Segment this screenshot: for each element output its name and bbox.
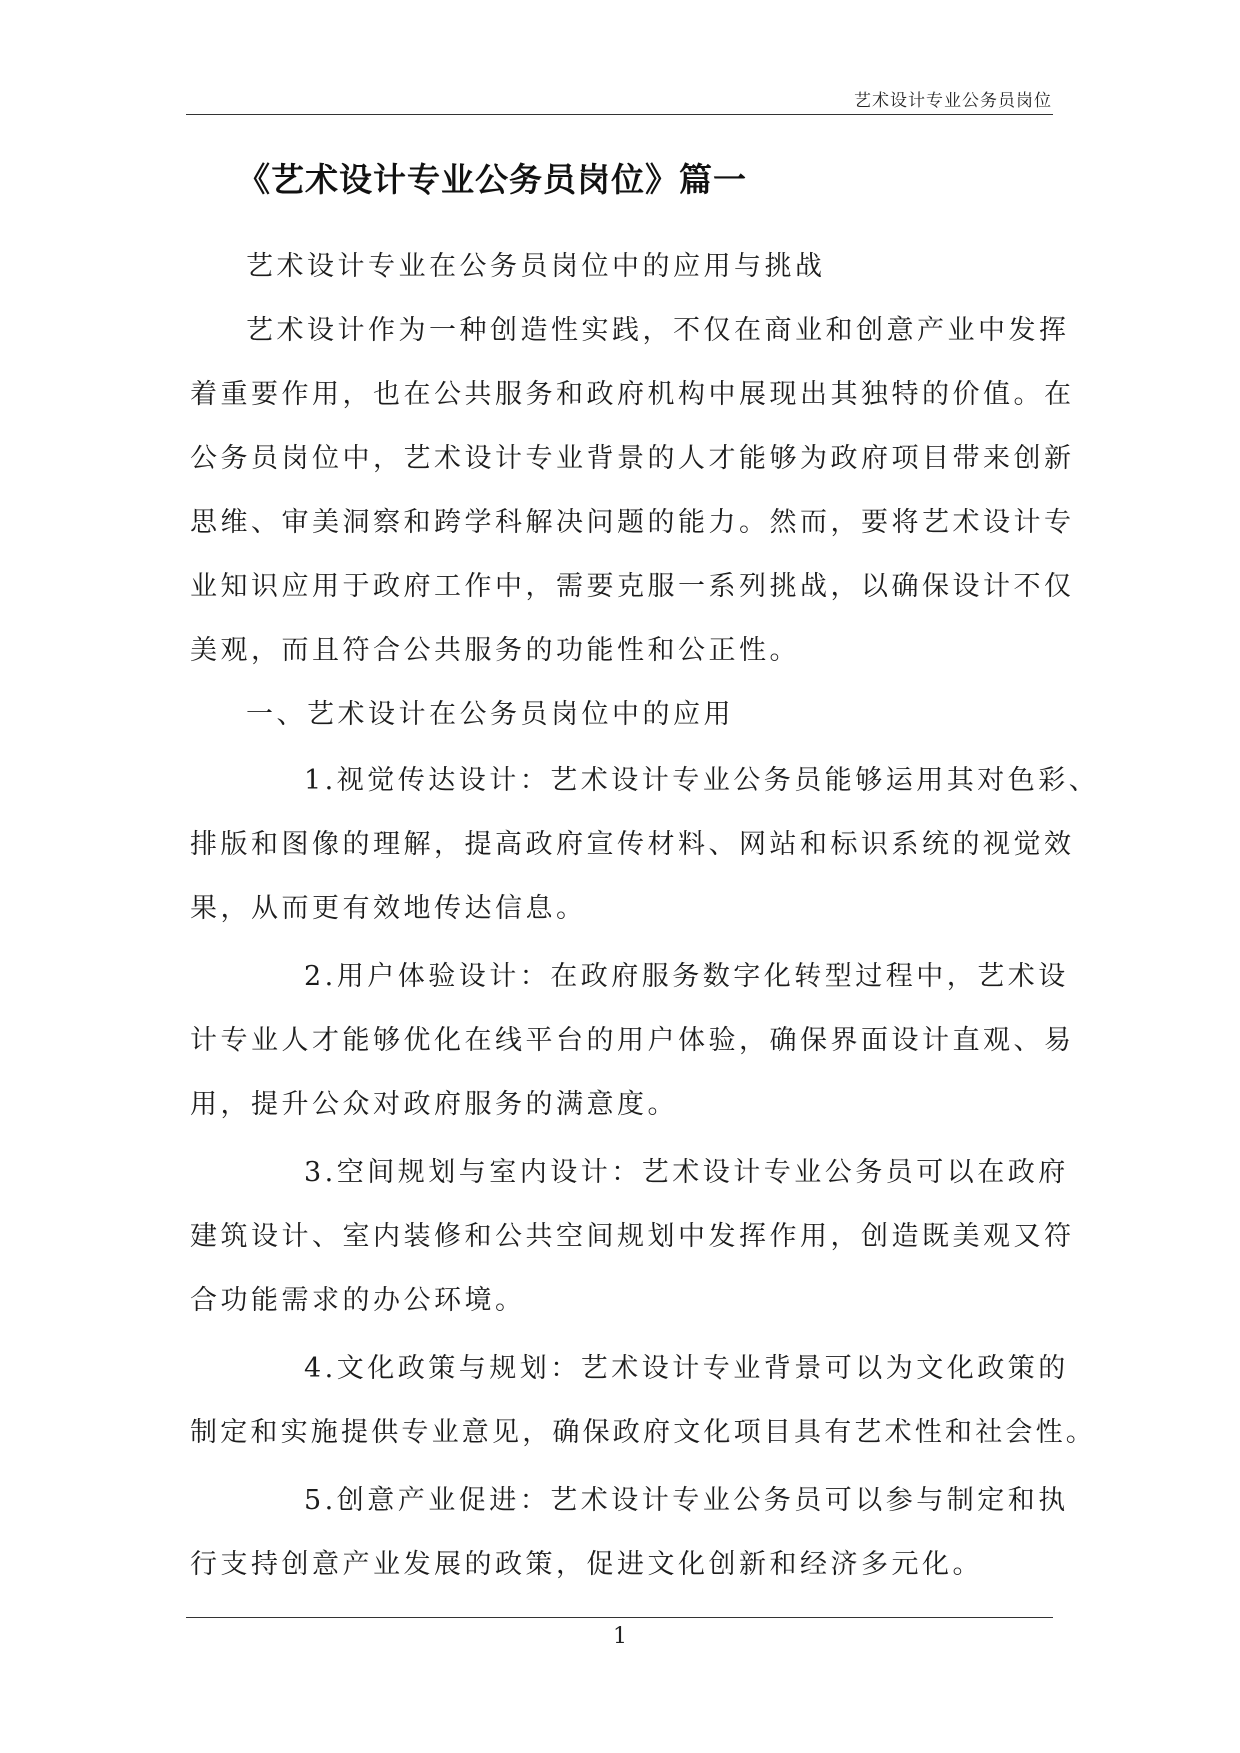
paragraph-line: 果，从而更有效地传达信息。 <box>190 893 587 924</box>
paragraph-line: 合功能需求的办公环境。 <box>190 1285 526 1316</box>
section-heading: 一、艺术设计在公务员岗位中的应用 <box>246 699 734 730</box>
paragraph-line: 5.创意产业促进：艺术设计专业公务员可以参与制定和执 <box>304 1485 1069 1516</box>
footer-divider <box>186 1617 1053 1618</box>
document-title: 《艺术设计专业公务员岗位》篇一 <box>237 160 747 199</box>
paragraph-line: 3.空间规划与室内设计：艺术设计专业公务员可以在政府 <box>304 1157 1069 1188</box>
header-divider <box>186 114 1053 115</box>
paragraph-line: 2.用户体验设计：在政府服务数字化转型过程中，艺术设 <box>304 961 1069 992</box>
paragraph-line: 计专业人才能够优化在线平台的用户体验，确保界面设计直观、易 <box>190 1025 1075 1056</box>
paragraph-line: 艺术设计作为一种创造性实践，不仅在商业和创意产业中发挥 <box>246 315 1070 346</box>
page-number: 1 <box>613 1624 627 1649</box>
running-header: 艺术设计专业公务员岗位 <box>854 91 1052 111</box>
paragraph-line: 制定和实施提供专业意见，确保政府文化项目具有艺术性和社会性。 <box>190 1417 1096 1448</box>
paragraph-line: 业知识应用于政府工作中，需要克服一系列挑战，以确保设计不仅 <box>190 571 1075 602</box>
paragraph-line: 美观，而且符合公共服务的功能性和公正性。 <box>190 635 800 666</box>
paragraph-line: 4.文化政策与规划：艺术设计专业背景可以为文化政策的 <box>304 1353 1069 1384</box>
paragraph-line: 用，提升公众对政府服务的满意度。 <box>190 1089 678 1120</box>
paragraph-line: 1.视觉传达设计：艺术设计专业公务员能够运用其对色彩、 <box>304 765 1100 796</box>
paragraph-line: 公务员岗位中，艺术设计专业背景的人才能够为政府项目带来创新 <box>190 443 1075 474</box>
subtitle-line: 艺术设计专业在公务员岗位中的应用与挑战 <box>246 251 826 282</box>
paragraph-line: 建筑设计、室内装修和公共空间规划中发挥作用，创造既美观又符 <box>190 1221 1075 1252</box>
paragraph-line: 行支持创意产业发展的政策，促进文化创新和经济多元化。 <box>190 1549 983 1580</box>
paragraph-line: 思维、审美洞察和跨学科解决问题的能力。然而，要将艺术设计专 <box>190 507 1075 538</box>
paragraph-line: 排版和图像的理解，提高政府宣传材料、网站和标识系统的视觉效 <box>190 829 1075 860</box>
paragraph-line: 着重要作用，也在公共服务和政府机构中展现出其独特的价值。在 <box>190 379 1075 410</box>
